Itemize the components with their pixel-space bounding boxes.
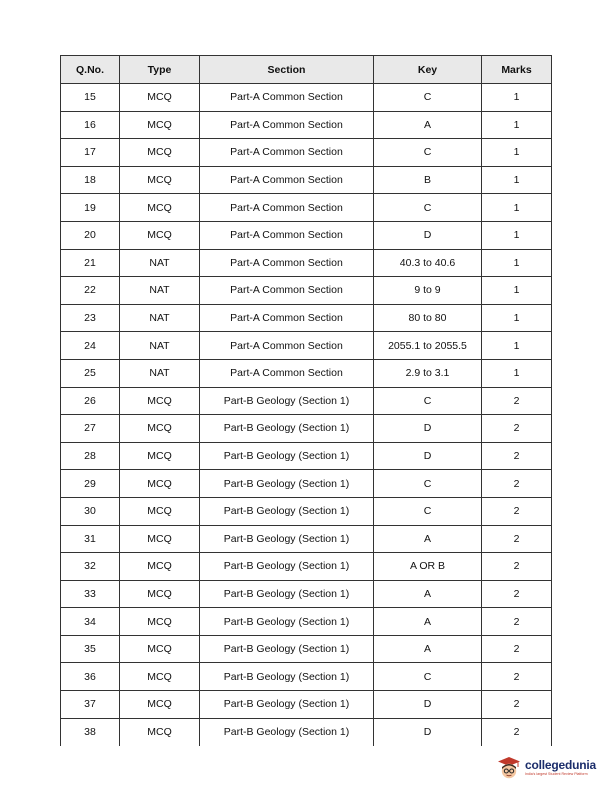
cell-qno: 16: [61, 111, 120, 139]
table-row: [61, 111, 552, 139]
cell-type: MCQ: [120, 608, 200, 636]
cell-key: C: [374, 139, 482, 167]
header-marks: Marks: [482, 56, 552, 84]
cell-section: Part-B Geology (Section 1): [200, 415, 374, 443]
cell-section: Part-A Common Section: [200, 84, 374, 112]
cell-marks: 2: [482, 415, 552, 443]
cell-qno: 19: [61, 194, 120, 222]
cell-key: B: [374, 166, 482, 194]
cell-qno: 15: [61, 84, 120, 112]
cell-marks: 2: [482, 497, 552, 525]
table-row: [61, 691, 552, 719]
cell-marks: 1: [482, 84, 552, 112]
cell-marks: 2: [482, 553, 552, 581]
cell-section: Part-B Geology (Section 1): [200, 470, 374, 498]
cell-key: A: [374, 608, 482, 636]
cell-qno: 24: [61, 332, 120, 360]
table-row: [61, 663, 552, 691]
cell-key: A: [374, 525, 482, 553]
table-row: [61, 415, 552, 443]
answer-key-table: [60, 55, 552, 746]
table-row: [61, 635, 552, 663]
header-key: Key: [374, 56, 482, 84]
table-row: [61, 580, 552, 608]
cell-qno: 36: [61, 663, 120, 691]
cell-type: NAT: [120, 304, 200, 332]
cell-key: A: [374, 580, 482, 608]
cell-key: A: [374, 111, 482, 139]
cell-section: Part-A Common Section: [200, 304, 374, 332]
table-row: [61, 718, 552, 746]
cell-qno: 22: [61, 277, 120, 305]
cell-marks: 2: [482, 635, 552, 663]
cell-section: Part-B Geology (Section 1): [200, 718, 374, 746]
cell-key: C: [374, 470, 482, 498]
table-row: [61, 166, 552, 194]
cell-section: Part-B Geology (Section 1): [200, 387, 374, 415]
cell-qno: 27: [61, 415, 120, 443]
cell-section: Part-B Geology (Section 1): [200, 691, 374, 719]
table-row: [61, 332, 552, 360]
cell-type: MCQ: [120, 718, 200, 746]
cell-section: Part-B Geology (Section 1): [200, 663, 374, 691]
cell-type: MCQ: [120, 635, 200, 663]
table-row: [61, 608, 552, 636]
graduate-mascot-icon: [497, 756, 521, 780]
table-row: [61, 249, 552, 277]
table-header: [61, 56, 552, 84]
cell-section: Part-B Geology (Section 1): [200, 635, 374, 663]
cell-key: C: [374, 497, 482, 525]
cell-type: MCQ: [120, 497, 200, 525]
table-body: [61, 84, 552, 746]
cell-key: C: [374, 663, 482, 691]
cell-qno: 21: [61, 249, 120, 277]
cell-marks: 2: [482, 691, 552, 719]
table-row: [61, 194, 552, 222]
table-row: [61, 525, 552, 553]
cell-key: 40.3 to 40.6: [374, 249, 482, 277]
cell-type: MCQ: [120, 221, 200, 249]
table-row: [61, 497, 552, 525]
cell-marks: 1: [482, 139, 552, 167]
cell-section: Part-A Common Section: [200, 359, 374, 387]
cell-marks: 2: [482, 718, 552, 746]
cell-type: NAT: [120, 332, 200, 360]
cell-marks: 2: [482, 442, 552, 470]
table-row: [61, 442, 552, 470]
table-row: [61, 553, 552, 581]
cell-type: MCQ: [120, 139, 200, 167]
cell-qno: 25: [61, 359, 120, 387]
cell-qno: 38: [61, 718, 120, 746]
table-row: [61, 470, 552, 498]
cell-key: 2.9 to 3.1: [374, 359, 482, 387]
collegedunia-watermark: [497, 753, 609, 783]
cell-key: D: [374, 718, 482, 746]
cell-qno: 37: [61, 691, 120, 719]
brand-tagline: India's largest Student Review Platform: [525, 772, 588, 777]
cell-section: Part-B Geology (Section 1): [200, 525, 374, 553]
cell-qno: 17: [61, 139, 120, 167]
cell-marks: 1: [482, 194, 552, 222]
table-row: [61, 84, 552, 112]
cell-section: Part-A Common Section: [200, 221, 374, 249]
cell-qno: 28: [61, 442, 120, 470]
cell-qno: 29: [61, 470, 120, 498]
cell-type: MCQ: [120, 442, 200, 470]
cell-qno: 32: [61, 553, 120, 581]
cell-qno: 34: [61, 608, 120, 636]
cell-marks: 2: [482, 525, 552, 553]
cell-type: MCQ: [120, 415, 200, 443]
cell-key: 2055.1 to 2055.5: [374, 332, 482, 360]
cell-type: MCQ: [120, 166, 200, 194]
cell-key: D: [374, 691, 482, 719]
cell-marks: 2: [482, 470, 552, 498]
cell-key: D: [374, 442, 482, 470]
cell-type: MCQ: [120, 387, 200, 415]
cell-marks: 1: [482, 359, 552, 387]
cell-type: MCQ: [120, 580, 200, 608]
cell-type: NAT: [120, 249, 200, 277]
cell-section: Part-B Geology (Section 1): [200, 580, 374, 608]
cell-key: C: [374, 387, 482, 415]
cell-qno: 23: [61, 304, 120, 332]
cell-section: Part-A Common Section: [200, 332, 374, 360]
brand-name: collegedunia: [525, 758, 596, 773]
cell-qno: 31: [61, 525, 120, 553]
cell-key: D: [374, 415, 482, 443]
cell-type: MCQ: [120, 525, 200, 553]
cell-qno: 33: [61, 580, 120, 608]
cell-section: Part-B Geology (Section 1): [200, 497, 374, 525]
cell-type: MCQ: [120, 663, 200, 691]
cell-key: A: [374, 635, 482, 663]
cell-section: Part-A Common Section: [200, 277, 374, 305]
table-row: [61, 277, 552, 305]
cell-marks: 1: [482, 304, 552, 332]
cell-marks: 2: [482, 387, 552, 415]
cell-qno: 26: [61, 387, 120, 415]
cell-key: A OR B: [374, 553, 482, 581]
cell-qno: 30: [61, 497, 120, 525]
cell-key: C: [374, 194, 482, 222]
cell-section: Part-B Geology (Section 1): [200, 553, 374, 581]
table-row: [61, 359, 552, 387]
cell-qno: 35: [61, 635, 120, 663]
cell-section: Part-A Common Section: [200, 249, 374, 277]
cell-section: Part-B Geology (Section 1): [200, 608, 374, 636]
cell-marks: 1: [482, 332, 552, 360]
cell-section: Part-A Common Section: [200, 111, 374, 139]
cell-key: 80 to 80: [374, 304, 482, 332]
cell-qno: 20: [61, 221, 120, 249]
table-row: [61, 139, 552, 167]
cell-type: NAT: [120, 359, 200, 387]
cell-type: MCQ: [120, 84, 200, 112]
cell-marks: 2: [482, 663, 552, 691]
cell-marks: 1: [482, 277, 552, 305]
cell-marks: 2: [482, 580, 552, 608]
cell-type: MCQ: [120, 691, 200, 719]
cell-marks: 2: [482, 608, 552, 636]
cell-marks: 1: [482, 249, 552, 277]
cell-section: Part-A Common Section: [200, 194, 374, 222]
header-qno: Q.No.: [61, 56, 120, 84]
cell-marks: 1: [482, 111, 552, 139]
cell-section: Part-B Geology (Section 1): [200, 442, 374, 470]
cell-type: MCQ: [120, 470, 200, 498]
header-type: Type: [120, 56, 200, 84]
cell-type: MCQ: [120, 194, 200, 222]
cell-key: C: [374, 84, 482, 112]
cell-type: MCQ: [120, 553, 200, 581]
cell-type: NAT: [120, 277, 200, 305]
table-row: [61, 221, 552, 249]
cell-qno: 18: [61, 166, 120, 194]
table-row: [61, 387, 552, 415]
cell-key: D: [374, 221, 482, 249]
cell-type: MCQ: [120, 111, 200, 139]
cell-section: Part-A Common Section: [200, 139, 374, 167]
cell-marks: 1: [482, 221, 552, 249]
table-row: [61, 304, 552, 332]
header-section: Section: [200, 56, 374, 84]
header-row: [61, 56, 552, 84]
cell-marks: 1: [482, 166, 552, 194]
cell-section: Part-A Common Section: [200, 166, 374, 194]
cell-key: 9 to 9: [374, 277, 482, 305]
